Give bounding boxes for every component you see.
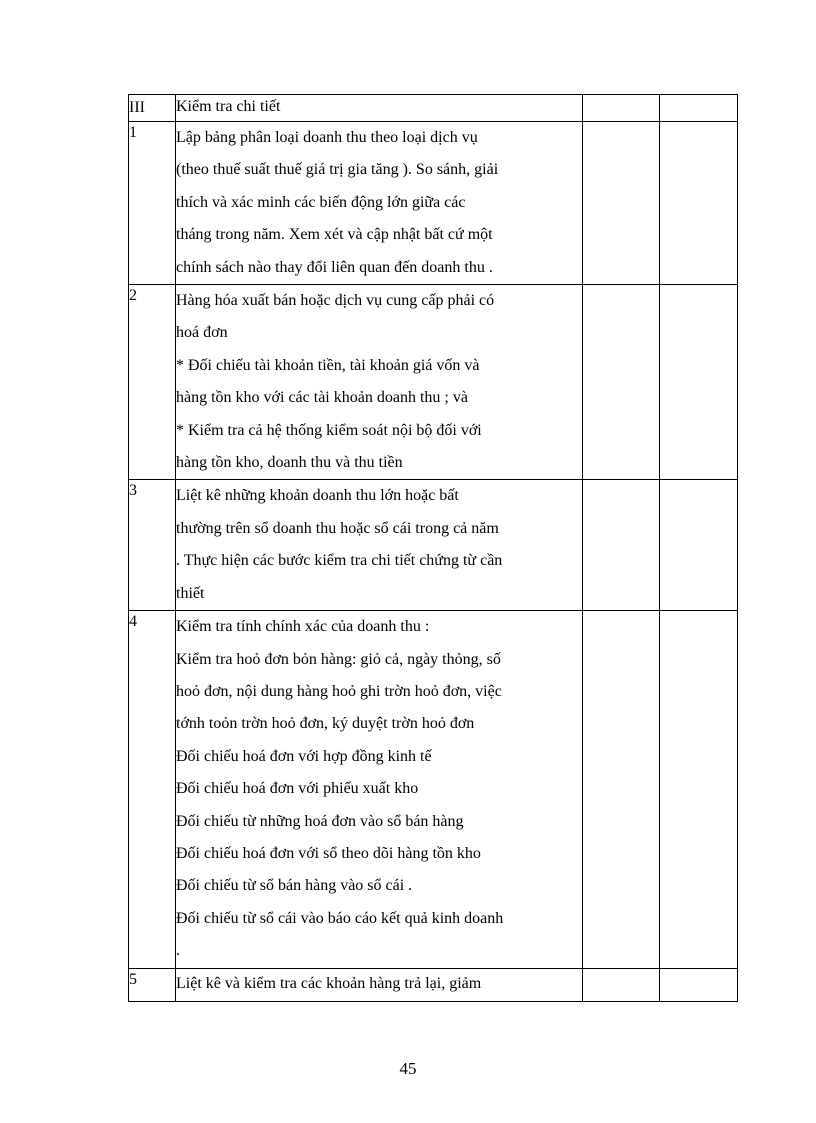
content-line: thích và xác minh các biến động lớn giữa các <box>176 193 466 211</box>
content-line: chính sách nào thay đổi liên quan đến doanh thu . <box>176 258 493 276</box>
row-content <box>176 611 583 968</box>
audit-procedure-table <box>128 94 738 1002</box>
table-row <box>129 968 738 1001</box>
content-line: thiết <box>176 584 205 602</box>
content-line: Kiểm tra chi tiết <box>176 98 281 115</box>
row-content <box>176 968 583 1001</box>
content-line: hàng tồn kho, doanh thu và thu tiền <box>176 454 403 472</box>
content-line: (theo thuế suất thuế giá trị gia tăng ). So sánh, giải <box>176 161 499 179</box>
row-number: 5 <box>129 968 176 1001</box>
table-row <box>129 480 738 611</box>
empty-cell <box>660 480 738 611</box>
table-row <box>129 611 738 968</box>
row-number: 2 <box>129 285 176 480</box>
content-line: Đối chiếu từ sổ bán hàng vào sổ cái . <box>176 877 413 895</box>
content-line: Đối chiếu hoá đơn với sổ theo dõi hàng tồn kho <box>176 844 481 862</box>
row-number: 3 <box>129 480 176 611</box>
content-line: tớnh toỏn trờn hoỏ đơn, ký duyệt trờn hoỏ đơn <box>176 715 475 733</box>
content-line: hàng tồn kho với các tài khoản doanh thu ; và <box>176 389 468 407</box>
content-line: * Đối chiếu tài khoản tiền, tài khoản giá vốn và <box>176 356 480 374</box>
row-content <box>176 285 583 480</box>
row-number: 1 <box>129 122 176 285</box>
content-line: Kiểm tra hoỏ đơn bỏn hàng: giỏ cả, ngày thỏng, số <box>176 650 501 668</box>
empty-cell <box>660 968 738 1001</box>
page-number: 45 <box>399 1059 417 1078</box>
table-row <box>129 122 738 285</box>
row-content <box>176 95 583 122</box>
empty-cell <box>660 95 738 122</box>
content-line: Đối chiếu từ những hoá đơn vào sổ bán hàng <box>176 812 464 830</box>
empty-cell <box>583 611 660 968</box>
empty-cell <box>583 480 660 611</box>
content-line: Liệt kê và kiểm tra các khoản hàng trả lại, giảm <box>176 974 482 992</box>
row-content <box>176 480 583 611</box>
content-line: . Thực hiện các bước kiểm tra chi tiết chứng từ cần <box>176 552 503 570</box>
table-row <box>129 285 738 480</box>
row-number: III <box>129 95 176 122</box>
content-line: hoá đơn <box>176 324 228 342</box>
empty-cell <box>660 122 738 285</box>
row-number: 4 <box>129 611 176 968</box>
content-line: Lập bảng phân loại doanh thu theo loại dịch vụ <box>176 129 478 146</box>
content-line: tháng trong năm. Xem xét và cập nhật bất cứ một <box>176 226 493 244</box>
content-line: thường trên sổ doanh thu hoặc sổ cái trong cả năm <box>176 519 499 537</box>
content-line: Đối chiếu từ sổ cái vào báo cáo kết quả kinh doanh <box>176 909 504 927</box>
content-line: Đối chiếu hoá đơn với hợp đồng kinh tế <box>176 747 432 765</box>
row-content <box>176 122 583 285</box>
content-line: * Kiểm tra cả hệ thống kiểm soát nội bộ đối với <box>176 421 482 439</box>
content-line: Kiểm tra tính chính xác của doanh thu : <box>176 618 430 636</box>
content-line: Liệt kê những khoản doanh thu lớn hoặc bất <box>176 487 459 505</box>
content-line: hoỏ đơn, nội dung hàng hoỏ ghi trờn hoỏ đơn, việc <box>176 682 502 700</box>
empty-cell <box>660 285 738 480</box>
empty-cell <box>583 95 660 122</box>
content-line: Đối chiếu hoá đơn với phiếu xuất kho <box>176 780 419 798</box>
content-line: . <box>176 942 180 960</box>
empty-cell <box>583 122 660 285</box>
content-line: Hàng hóa xuất bán hoặc dịch vụ cung cấp phải có <box>176 292 495 310</box>
table-row <box>129 95 738 122</box>
empty-cell <box>660 611 738 968</box>
empty-cell <box>583 968 660 1001</box>
empty-cell <box>583 285 660 480</box>
